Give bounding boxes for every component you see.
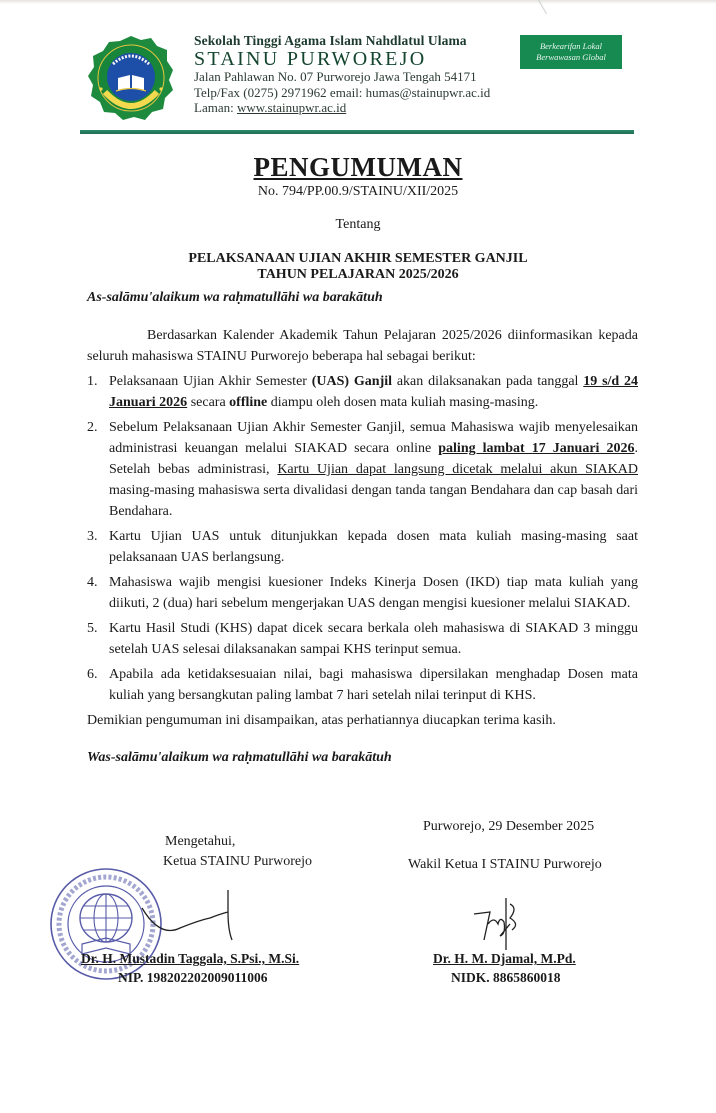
item-text: . Setelah bebas administrasi, [109, 441, 638, 477]
left-signatory-name: Dr. H. Mustadin Taggala, S.Psi., M.Si. [81, 951, 300, 966]
item-text: Apabila ada ketidaksesuaian nilai, bagi mahasiswa dipersilakan menghadap Dosen mata kuliah yang bersangkutan paling lambat 7 hari setelah nilai terinput di KHS. [109, 667, 638, 703]
right-role: Wakil Ketua I STAINU Purworejo [408, 857, 602, 872]
item-text: Kartu Ujian UAS untuk ditunjukkan kepada dosen mata kuliah masing-masing saat pelaksanaan UAS berlangsung. [109, 529, 638, 565]
website-link[interactable]: www.stainupwr.ac.id [236, 100, 347, 115]
paper-edge-shadow [0, 0, 716, 4]
list-number: 3. [87, 529, 98, 544]
item-bold-text: (UAS) Ganjil [311, 374, 393, 389]
opening-greeting: As-salāmu'alaikum wa raḥmatullāhi wa barakātuh [87, 290, 383, 305]
school-full-name: Sekolah Tinggi Agama Islam Nahdlatul Ulama [194, 33, 467, 48]
list-item [87, 618, 638, 660]
school-contact: Telp/Fax (0275) 2971962 email: humas@stainupwr.ac.id [194, 84, 491, 100]
list-item [87, 664, 638, 706]
document-number: No. 794/PP.00.9/STAINU/XII/2025 [257, 184, 459, 199]
letterhead-divider [80, 130, 634, 134]
list-item [87, 417, 638, 522]
subject-line-1: PELAKSANAAN UJIAN AKHIR SEMESTER GANJIL [188, 251, 528, 266]
list-number: 2. [87, 420, 98, 435]
school-short-name: STAINU PURWOREJO [194, 48, 427, 70]
document-title-text: PENGUMUMAN [253, 152, 463, 182]
list-number: 1. [87, 374, 98, 389]
intro-paragraph: Berdasarkan Kalender Akademik Tahun Pelajaran 2025/2026 diinformasikan kepada seluruh mahasiswa STAINU Purworejo beberapa hal sebagai berikut: [87, 328, 638, 364]
document-main [87, 289, 638, 767]
right-signatory-nidk: NIDK. 8865860018 [451, 970, 561, 985]
list-item [87, 526, 638, 568]
motto-badge [520, 35, 622, 69]
item-text: Pelaksanaan Ujian Akhir Semester [109, 374, 312, 389]
list-item [87, 371, 638, 413]
deadline-highlight: paling lambat 17 Januari 2026 [438, 441, 635, 456]
left-signatory-header [163, 832, 312, 872]
place-date: Purworejo, 29 Desember 2025 [423, 819, 595, 834]
school-address: Jalan Pahlawan No. 07 Purworejo Jawa Tengah 54171 [194, 69, 477, 84]
left-signatory-nip: NIP. 198202202009011006 [118, 970, 268, 985]
item-bold-text: offline [229, 395, 268, 410]
stainu-logo-icon [87, 34, 175, 122]
document-about: Tentang [335, 217, 381, 232]
right-signatory-name: Dr. H. M. Djamal, M.Pd. [433, 951, 576, 966]
left-role: Ketua STAINU Purworejo [163, 854, 312, 869]
exam-card-highlight: Kartu Ujian dapat langsung dicetak melalui akun SIAKAD [277, 462, 638, 477]
signature-area [0, 810, 716, 1010]
letterhead-text [194, 33, 490, 116]
list-item [87, 572, 638, 614]
item-text: masing-masing mahasiswa serta divalidasi dengan tanda tangan Bendahara dan cap basah dari Bendahara. [109, 483, 638, 519]
closing-greeting: Was-salāmu'alaikum wa raḥmatullāhi wa barakātuh [87, 750, 392, 765]
acknowledged-label: Mengetahui, [165, 834, 236, 849]
item-text: Mahasiswa wajib mengisi kuesioner Indeks Kinerja Dosen (IKD) tiap mata kuliah yang diikuti, 2 (dua) hari sebelum mengerjakan UAS dengan mengisi kuesioner melalui SIAKAD. [109, 575, 638, 611]
item-text: Kartu Hasil Studi (KHS) dapat dicek secara berkala oleh mahasiswa di SIAKAD 3 minggu setelah UAS selesai dilaksanakan sampai KHS terinput semua. [109, 621, 638, 657]
document-subject [0, 251, 716, 283]
subject-line-2: TAHUN PELAJARAN 2025/2026 [257, 267, 459, 282]
item-text: Sebelum Pelaksanaan Ujian Akhir Semester Ganjil, semua Mahasiswa wajib menyelesaikan administrasi keuangan melalui SIAKAD secara online [109, 420, 638, 456]
item-text: diampu oleh dosen mata kuliah masing-masing. [267, 395, 539, 410]
closing-paragraph: Demikian pengumuman ini disampaikan, atas perhatiannya diucapkan terima kasih. [87, 713, 556, 728]
website-label: Laman: [194, 100, 237, 115]
item-text: akan dilaksanakan pada tanggal [392, 374, 584, 389]
item-text: secara [187, 395, 230, 410]
announcement-list [87, 371, 638, 706]
school-website-line [194, 100, 490, 116]
left-signature-icon [140, 890, 240, 948]
document-title [0, 152, 716, 182]
right-signature-icon [470, 894, 530, 952]
motto-line-1: Berkearifan Lokal [539, 41, 603, 51]
motto-line-2: Berwawasan Global [536, 52, 606, 62]
list-number: 5. [87, 621, 98, 636]
list-number: 4. [87, 575, 98, 590]
document-body [87, 325, 638, 731]
exam-date-highlight: 19 s/d 24 Januari 2026 [109, 374, 638, 410]
list-number: 6. [87, 667, 98, 682]
